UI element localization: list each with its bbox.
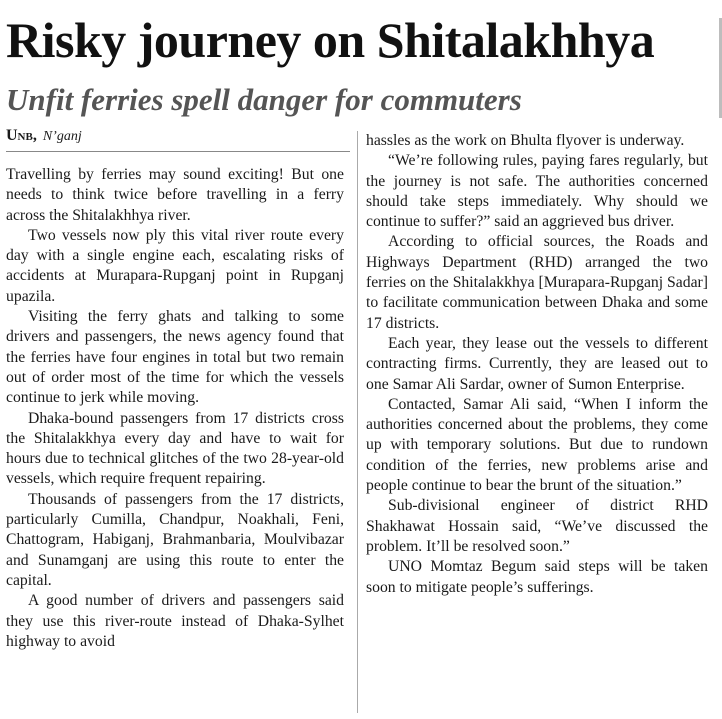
subheadline: Unfit ferries spell danger for commuters [6, 82, 522, 117]
paragraph: According to official sources, the Roads and Highways Department (RHD) arranged the two ferries on the Shitalakkhya [Murapara-Rupganj Sadar] to facilitate communication between Dhaka and some 17 districts. [366, 233, 708, 332]
paragraph: Thousands of passengers from the 17 districts, particularly Cumilla, Chandpur, Noakhali, Feni, Chattogram, Habiganj, Brahmanbaria, Moulvibazar and Sunamganj are using this route to enter the capital. [6, 490, 344, 589]
paragraph: Dhaka-bound passengers from 17 districts cross the Shitalakkhya every day and have to wait for hours due to technical glitches of the two 28-year-old vessels, which require frequent repairing. [6, 409, 344, 488]
article-column-left [6, 165, 344, 652]
paragraph: Visiting the ferry ghats and talking to some drivers and passengers, the news agency found that the ferries have four engines in total but two remain out of order most of the time for which the vessels continue to jerk while moving. [6, 308, 344, 407]
paragraph: Sub-divisional engineer of district RHD Shakhawat Hossain said, “We’ve discussed the problem. It’ll be resolved soon.” [366, 497, 708, 555]
paragraph: “We’re following rules, paying fares regularly, but the journey is not safe. The authorities concerned should take steps immediately. Why should we continue to suffer?” said an aggrieved bus driver. [366, 152, 708, 231]
paragraph: hassles as the work on Bhulta flyover is underway. [366, 132, 685, 149]
column-divider [357, 131, 358, 713]
byline-divider [6, 151, 350, 152]
article-column-right [366, 131, 708, 598]
headline: Risky journey on Shitalakhhya [6, 12, 655, 68]
paragraph: Travelling by ferries may sound exciting! But one needs to think twice before travelling in a ferry across the Shitalakhhya river. [6, 166, 344, 224]
paragraph: Each year, they lease out the vessels to different contracting firms. Currently, they are leased out to one Samar Ali Sardar, owner of Sumon Enterprise. [366, 334, 708, 393]
paragraph: Two vessels now ply this vital river route every day with a single engine each, escalating risks of accidents at Murapara-Rupganj point in Rupganj upazila. [6, 226, 344, 305]
byline [6, 125, 346, 148]
paragraph: Contacted, Samar Ali said, “When I inform the authorities concerned about the problems, they come up with temporary solutions. But due to rundown condition of the ferries, new problems arise and people continue to bear the brunt of the situation.” [366, 395, 708, 495]
byline-place: N’ganj [42, 129, 82, 144]
byline-agency: Unb, [6, 127, 37, 144]
paragraph: A good number of drivers and passengers said they use this river-route instead of Dhaka-Sylhet highway to avoid [6, 592, 344, 650]
paragraph: UNO Momtaz Begum said steps will be taken soon to mitigate people’s sufferings. [366, 558, 708, 596]
